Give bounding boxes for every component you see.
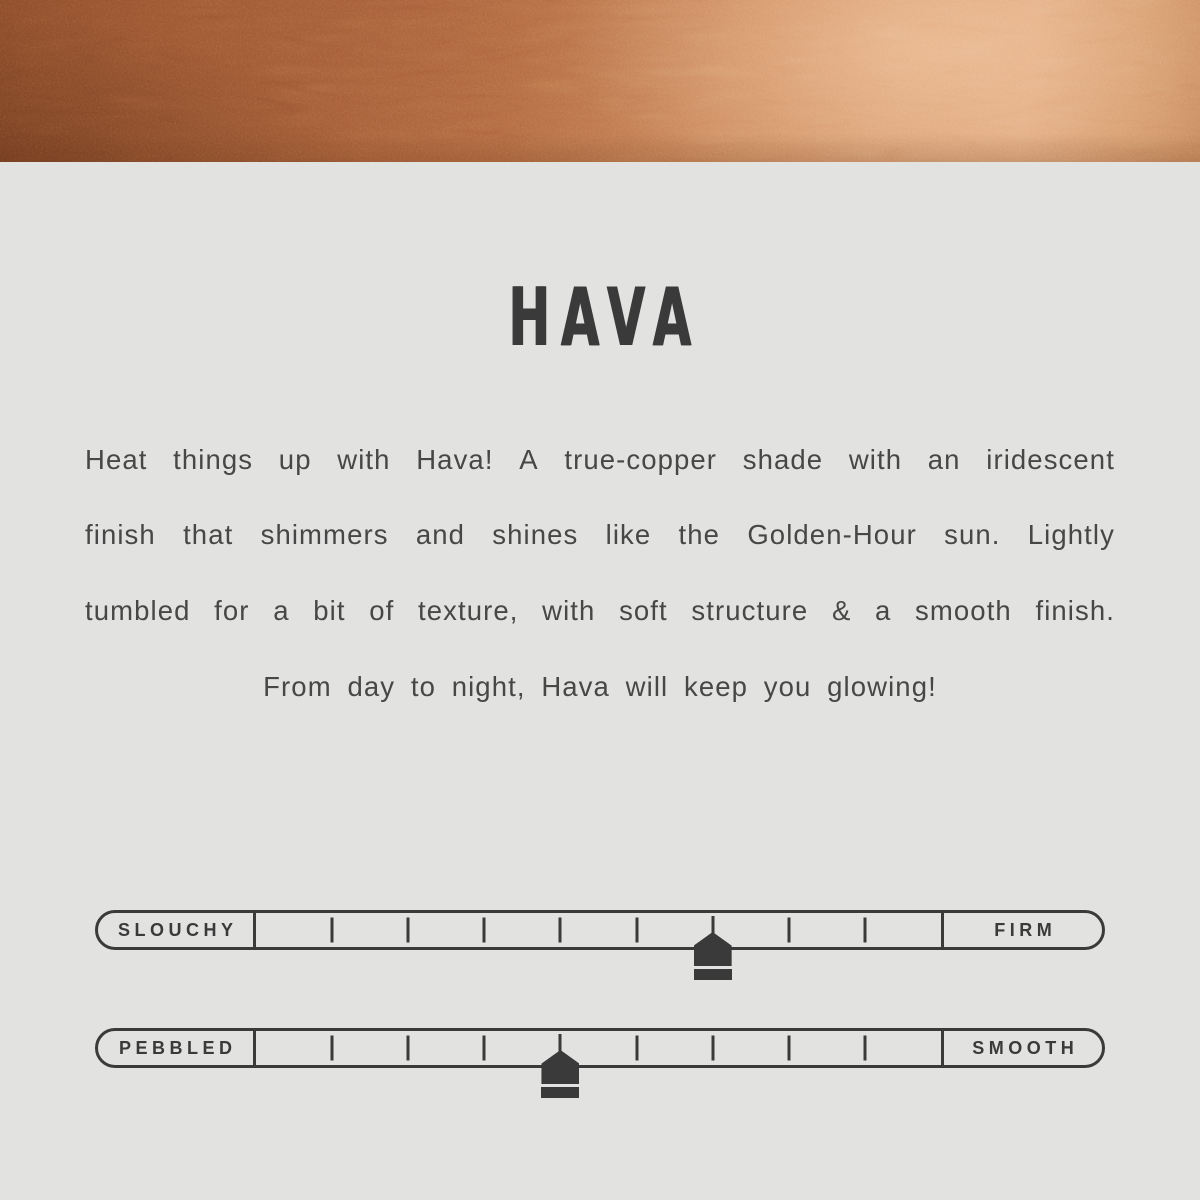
marker-base [694,969,732,980]
description-word: the [678,519,721,551]
description-word: & [831,594,852,626]
description-word: for [214,594,250,626]
description-word: iridescent [986,443,1115,475]
description-word: sun. [944,519,1001,551]
structure-scale-tick-8 [863,918,866,943]
marker-arrow-icon [694,932,732,966]
structure-scale-position-marker [694,910,732,994]
description-word: finish. [1035,594,1115,626]
description-word: up [278,443,312,475]
texture-scale-tick-3 [483,1036,486,1061]
leather-crease-texture [0,0,1200,162]
description-word: an [927,443,961,475]
texture-scale-tick-2 [407,1036,410,1061]
description-word: tumbled [85,594,191,626]
structure-scale-tick-3 [483,918,486,943]
description-line-4: From day to night, Hava will keep you glowing! [263,670,937,702]
description-word: texture, [417,594,519,626]
description-word: finish [85,519,156,551]
texture-scale-tick-7 [787,1036,790,1061]
description-line-2 [85,498,1115,574]
description-word: Heat [85,443,148,475]
description-word: a [273,594,290,626]
texture-scale-tick-5 [635,1036,638,1061]
texture-scale-tick-1 [331,1036,334,1061]
structure-scale-left-label: SLOUCHY [98,913,256,947]
structure-scale-tick-5 [635,918,638,943]
texture-scale-position-marker [541,1028,579,1112]
description-word: that [183,519,234,551]
description-word: Lightly [1027,519,1115,551]
structure-scale [95,910,1105,950]
structure-scale-tick-1 [331,918,334,943]
description-word: structure [691,594,809,626]
description-word: shimmers [260,519,389,551]
texture-scale-left-label: PEBBLED [98,1031,256,1065]
description-word: with [337,443,391,475]
texture-scale-right-label: SMOOTH [941,1031,1102,1065]
description-word: Hava! [416,443,494,475]
structure-scale-track [256,913,941,947]
description-word: with [848,443,903,475]
description-word: shines [492,519,579,551]
description-word: smooth [915,594,1012,626]
marker-arrow-icon [541,1050,579,1084]
marker-base [541,1087,579,1098]
description-word: a [875,594,892,626]
description-word: soft [619,594,668,626]
marker-stem [559,1034,562,1052]
structure-scale-tick-7 [787,918,790,943]
description-word: like [605,519,652,551]
description [85,422,1115,724]
texture-scale-tick-6 [711,1036,714,1061]
structure-scale-right-label: FIRM [941,913,1102,947]
description-word: Golden-Hour [747,519,917,551]
copper-leather-swatch [0,0,1200,162]
texture-scale-tick-8 [863,1036,866,1061]
description-word: shade [742,443,824,475]
texture-scale-track [256,1031,941,1065]
description-word: bit [313,594,346,626]
marker-stem [711,916,714,934]
description-word: of [369,594,395,626]
description-word: things [173,443,254,475]
description-word: with [542,594,596,626]
product-title: HAVA [508,271,703,364]
description-word: A [519,443,539,475]
product-title-wrap [0,271,1200,364]
structure-scale-tick-2 [407,918,410,943]
description-line-1 [85,422,1115,498]
description-word: true-copper [564,443,718,475]
description-word: and [415,519,466,551]
texture-scale [95,1028,1105,1068]
structure-scale-tick-4 [559,918,562,943]
description-line-3 [85,573,1115,649]
